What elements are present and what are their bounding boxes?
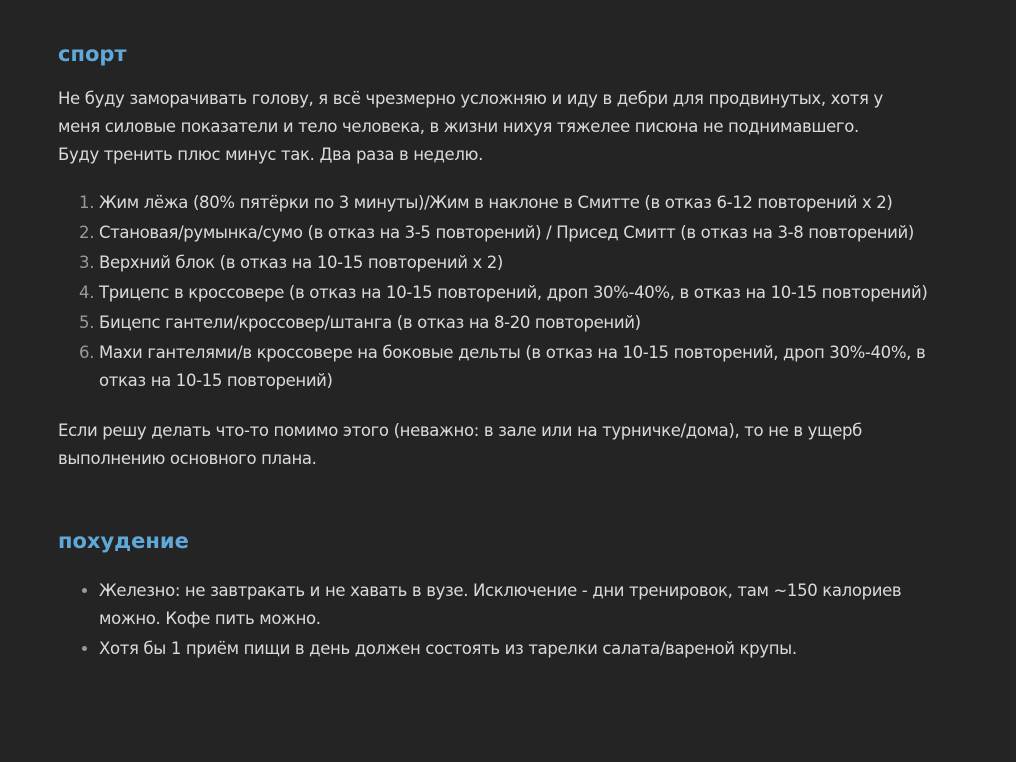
diet-rule-item: • Хотя бы 1 приём пищи в день должен состоять из тарелки салата/вареной крупы.	[99, 635, 956, 663]
sport-outro-paragraph	[58, 417, 956, 473]
exercise-item: 1. Жим лёжа (80% пятёрки по 3 минуты)/Жим в наклоне в Смитте (в отказ 6-12 повторений х 2)	[99, 189, 956, 217]
exercise-item: 2. Становая/румынка/сумо (в отказ на 3-5 повторений) / Присед Смитт (в отказ на 3-8 повторений)	[99, 219, 956, 247]
exercise-item: 3. Верхний блок (в отказ на 10-15 повторений х 2)	[99, 249, 956, 277]
exercise-item: 6. Махи гантелями/в кроссовере на боковые дельты (в отказ на 10-15 повторений, дроп 30%-40%, в отказ на 10-15 повторений)	[99, 339, 956, 395]
sport-intro-line-2: меня силовые показатели и тело человека, в жизни нихуя тяжелее писюна не поднимавшего.	[58, 117, 859, 136]
exercise-item: 4. Трицепс в кроссовере (в отказ на 10-15 повторений, дроп 30%-40%, в отказ на 10-15 повторений)	[99, 279, 956, 307]
sport-intro-line-3: Буду тренить плюс минус так. Два раза в неделю.	[58, 145, 483, 164]
section-heading-sport: спорт	[58, 42, 127, 66]
sport-intro-paragraph	[58, 85, 956, 169]
sport-outro-line-1: Если решу делать что-то помимо этого (неважно: в зале или на турничке/дома), то не в ущерб	[58, 421, 862, 440]
exercise-item: 5. Бицепс гантели/кроссовер/штанга (в отказ на 8-20 повторений)	[99, 309, 956, 337]
section-heading-diet: похудение	[58, 529, 189, 553]
sport-exercise-list	[58, 189, 956, 395]
diet-rules-list	[58, 577, 956, 663]
diet-rule-item: • Железно: не завтракать и не хавать в вузе. Исключение - дни тренировок, там ~150 калориев можно. Кофе пить можно.	[99, 577, 956, 633]
sport-outro-line-2: выполнению основного плана.	[58, 449, 317, 468]
sport-intro-line-1: Не буду заморачивать голову, я всё чрезмерно усложняю и иду в дебри для продвинутых, хотя у	[58, 89, 883, 108]
